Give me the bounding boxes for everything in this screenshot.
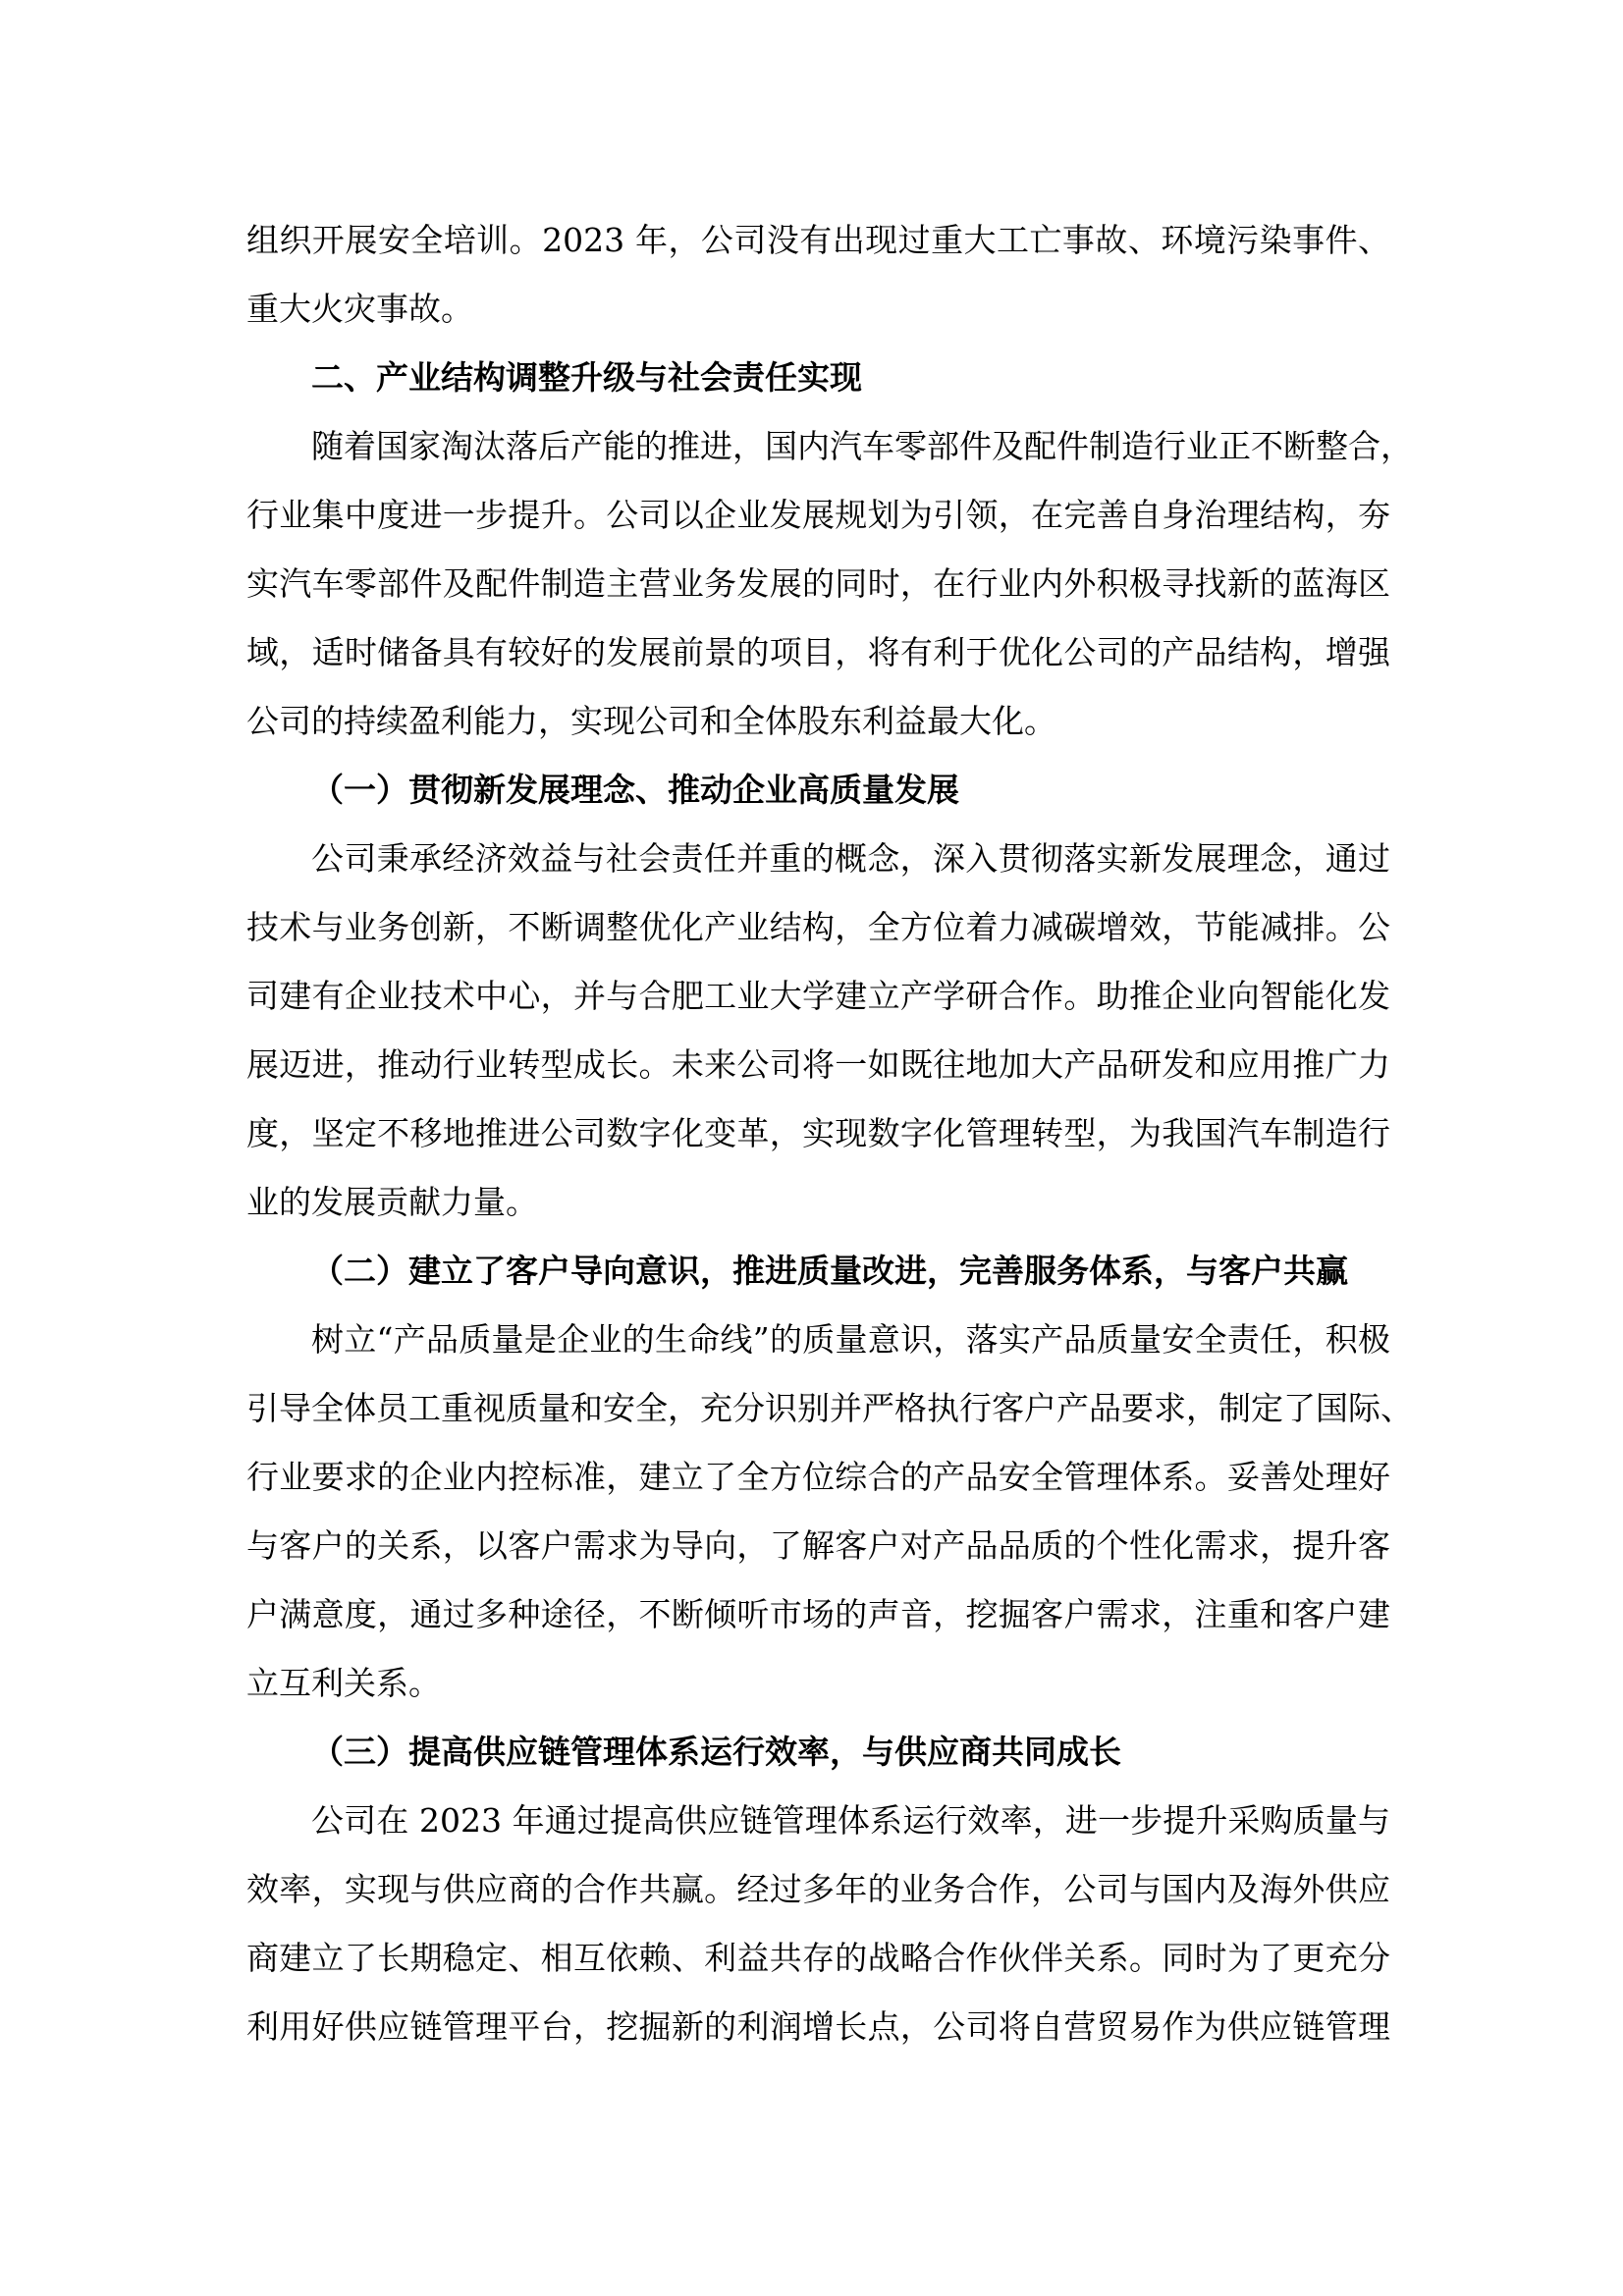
paragraph-line: 树立“产品质量是企业的生命线”的质量意识，落实产品质量安全责任，积极: [311, 1320, 1390, 1359]
paragraph-line: 立互利关系。: [246, 1664, 441, 1702]
paragraph: [246, 206, 1390, 344]
paragraph-line: 行业要求的企业内控标准，建立了全方位综合的产品安全管理体系。妥善处理好: [246, 1458, 1390, 1496]
section-heading: （二）建立了客户导向意识，推进质量改进，完善服务体系，与客户共赢: [311, 1252, 1348, 1290]
paragraph-line: 实汽车零部件及配件制造主营业务发展的同时，在行业内外积极寻找新的蓝海区: [246, 564, 1390, 603]
paragraph-line: 随着国家淘汰落后产能的推进，国内汽车零部件及配件制造行业正不断整合，: [311, 427, 1413, 465]
section-heading: （一）贯彻新发展理念、推动企业高质量发展: [311, 771, 959, 809]
paragraph-line: 业的发展贡献力量。: [246, 1183, 538, 1221]
section-heading: （三）提高供应链管理体系运行效率，与供应商共同成长: [311, 1733, 1121, 1771]
paragraph-line: 公司的持续盈利能力，实现公司和全体股东利益最大化。: [246, 702, 1056, 740]
paragraph-line: 商建立了长期稳定、相互依赖、利益共存的战略合作伙伴关系。同时为了更充分: [246, 1939, 1390, 1977]
paragraph: [246, 825, 1390, 1237]
paragraph-line: 司建有企业技术中心，并与合肥工业大学建立产学研合作。助推企业向智能化发: [246, 977, 1390, 1015]
paragraph-line: 户满意度，通过多种途径，不断倾听市场的声音，挖掘客户需求，注重和客户建: [246, 1595, 1390, 1633]
paragraph: [246, 412, 1413, 756]
paragraph-line: 引导全体员工重视质量和安全，充分识别并严格执行客户产品要求，制定了国际、: [246, 1389, 1413, 1427]
paragraph: [246, 1306, 1413, 1718]
paragraph-line: 展迈进，推动行业转型成长。未来公司将一如既往地加大产品研发和应用推广力: [246, 1045, 1390, 1084]
paragraph-line: 技术与业务创新，不断调整优化产业结构，全方位着力减碳增效，节能减排。公: [246, 908, 1390, 946]
section-heading: 二、产业结构调整升级与社会责任实现: [311, 358, 862, 397]
paragraph-line: 效率，实现与供应商的合作共赢。经过多年的业务合作，公司与国内及海外供应: [246, 1870, 1390, 1908]
paragraph-line: 公司在 2023 年通过提高供应链管理体系运行效率，进一步提升采购质量与: [311, 1801, 1390, 1840]
paragraph-line: 域，适时储备具有较好的发展前景的项目，将有利于优化公司的产品结构，增强: [246, 633, 1390, 671]
paragraph-line: 公司秉承经济效益与社会责任并重的概念，深入贯彻落实新发展理念，通过: [311, 839, 1390, 878]
document-body: [246, 206, 1413, 2061]
paragraph-line: 行业集中度进一步提升。公司以企业发展规划为引领，在完善自身治理结构，夯: [246, 496, 1390, 534]
paragraph-line: 利用好供应链管理平台，挖掘新的利润增长点，公司将自营贸易作为供应链管理: [246, 2007, 1390, 2046]
paragraph-line: 与客户的关系，以客户需求为导向，了解客户对产品品质的个性化需求，提升客: [246, 1526, 1390, 1565]
paragraph: [246, 1787, 1390, 2061]
paragraph-line: 重大火灾事故。: [246, 290, 473, 328]
paragraph-line: 组织开展安全培训。2023 年，公司没有出现过重大工亡事故、环境污染事件、: [246, 221, 1390, 259]
paragraph-line: 度，坚定不移地推进公司数字化变革，实现数字化管理转型，为我国汽车制造行: [246, 1114, 1390, 1152]
